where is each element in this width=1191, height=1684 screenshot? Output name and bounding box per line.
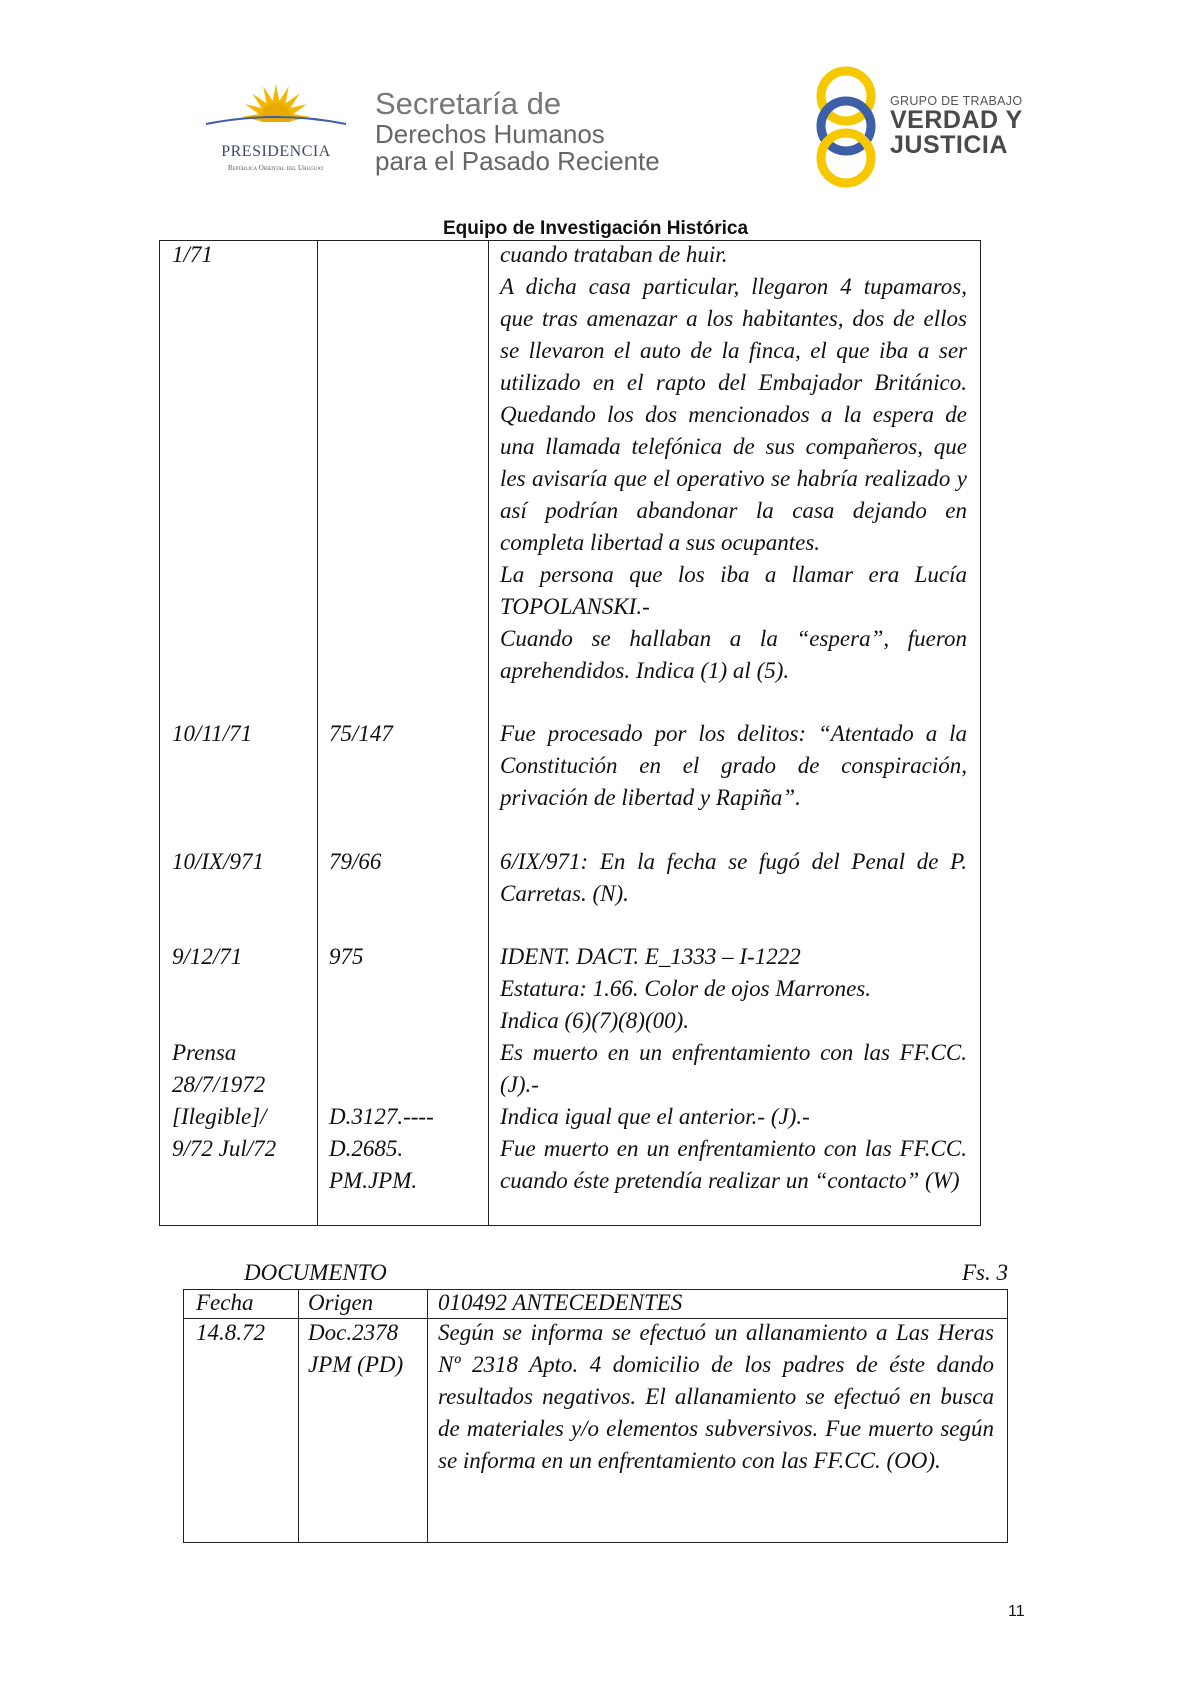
block-ref: PM.JPM.: [329, 1168, 418, 1193]
row-paragraph: cuando trataban de huir.: [500, 242, 728, 267]
row-ref: 75/147: [329, 721, 393, 746]
document-table: [183, 1289, 1008, 1543]
row-ref: 79/66: [329, 849, 382, 874]
row-paragraph: Estatura: 1.66. Color de ojos Marrones.: [500, 976, 871, 1001]
header-antecedentes: 010492 ANTECEDENTES: [438, 1290, 683, 1315]
column-divider: [298, 1290, 299, 1542]
presidencia-label: PRESIDENCIA: [221, 143, 331, 160]
grupo-line1: GRUPO DE TRABAJO: [890, 94, 1023, 108]
documento-label: DOCUMENTO: [244, 1260, 387, 1285]
linked-rings-icon: [812, 62, 892, 192]
secretaria-line2: Derechos Humanos: [375, 118, 605, 149]
row-text: 6/IX/971: En la fecha se fugó del Penal de P. Carretas. (N).: [500, 849, 967, 906]
presidencia-sublabel: República Oriental del Uruguay: [227, 164, 325, 172]
header-origen: Origen: [308, 1290, 374, 1315]
page-number: 11: [1008, 1603, 1025, 1620]
block-paragraph: Indica igual que el anterior.- (J).-: [500, 1104, 810, 1129]
row-origen-line: JPM (PD): [308, 1352, 404, 1377]
grupo-line3: JUSTICIA: [890, 131, 1008, 159]
block-date: Prensa: [172, 1040, 237, 1065]
row-text: [500, 239, 967, 687]
presidencia-logo: [196, 80, 356, 180]
block-date: 9/72: [172, 1136, 213, 1161]
block-date: [Ilegible]/: [172, 1104, 267, 1129]
column-divider: [427, 1290, 428, 1542]
block-date: 28/7/1972: [172, 1072, 266, 1097]
block-text: [500, 1037, 967, 1197]
grupo-line2: VERDAD Y: [890, 106, 1023, 134]
block-ref: D.2685.: [329, 1136, 404, 1161]
row-antecedentes: Según se informa se efectuó un allanamiento a Las Heras Nº 2318 Apto. 4 domicilio de los padres de éste dando resultados negativos. El allanamiento se efectuó en busca de materiales y/o elementos subversivos. Fue muerto según se informa en un enfrentamiento con las FF.CC. (OO).: [438, 1320, 994, 1473]
team-heading: Equipo de Investigación Histórica: [442, 218, 749, 239]
block-paragraph: Es muerto en un enfrentamiento con las FF.CC. (J).-: [500, 1040, 967, 1097]
row-date: 1/71: [172, 242, 213, 267]
column-divider: [317, 241, 318, 1225]
row-date: 9/12/71: [172, 944, 243, 969]
secretaria-line3: para el Pasado Reciente: [375, 146, 660, 177]
row-paragraph: IDENT. DACT. E_1333 – I-1222: [500, 944, 801, 969]
records-table: [159, 240, 981, 1226]
header-fecha: Fecha: [196, 1290, 254, 1315]
secretaria-line1: Secretaría de: [375, 86, 562, 121]
secretaria-title: [375, 88, 660, 176]
row-paragraph: La persona que los iba a llamar era Lucía TOPOLANSKI.-: [500, 562, 967, 619]
row-paragraph: A dicha casa particular, llegaron 4 tupamaros, que tras amenazar a los habitantes, dos de ellos se llevaron el auto de la finca, el que iba a ser utilizado en el rapto del Embajador Británico. Quedando los dos mencionados a la espera de una llamada telefónica de sus compañeros, que les avisaría que el operativo se habría realizado y así podrían abandonar la casa dejando en completa libertad a sus ocupantes.: [500, 274, 967, 555]
verdad-justicia-text: [890, 94, 1023, 158]
row-date: 10/IX/971: [172, 849, 264, 874]
row-date: 10/11/71: [172, 721, 253, 746]
row-origen: [308, 1317, 403, 1381]
row-text: Fue procesado por los delitos: “Atentado a la Constitución en el grado de conspiración, privación de libertad y Rapiña”.: [500, 721, 967, 810]
row-paragraph: Indica (6)(7)(8)(00).: [500, 1008, 690, 1033]
row-fecha: 14.8.72: [196, 1320, 265, 1345]
row-ref: 975: [329, 944, 364, 969]
row-text: [500, 941, 967, 1037]
row-paragraph: Cuando se hallaban a la “espera”, fueron aprehendidos. Indica (1) al (5).: [500, 626, 967, 683]
block-ref: D.3127.----: [329, 1104, 434, 1129]
block-refs: [329, 1101, 489, 1197]
row-origen-line: Doc.2378: [308, 1320, 399, 1345]
block-date: Jul/72: [218, 1136, 277, 1161]
block-paragraph: Fue muerto en un enfrentamiento con las FF.CC. cuando éste pretendía realizar un “contacto” (W): [500, 1136, 967, 1193]
block-dates: [172, 1037, 312, 1165]
folio-label: Fs. 3: [962, 1260, 1008, 1285]
